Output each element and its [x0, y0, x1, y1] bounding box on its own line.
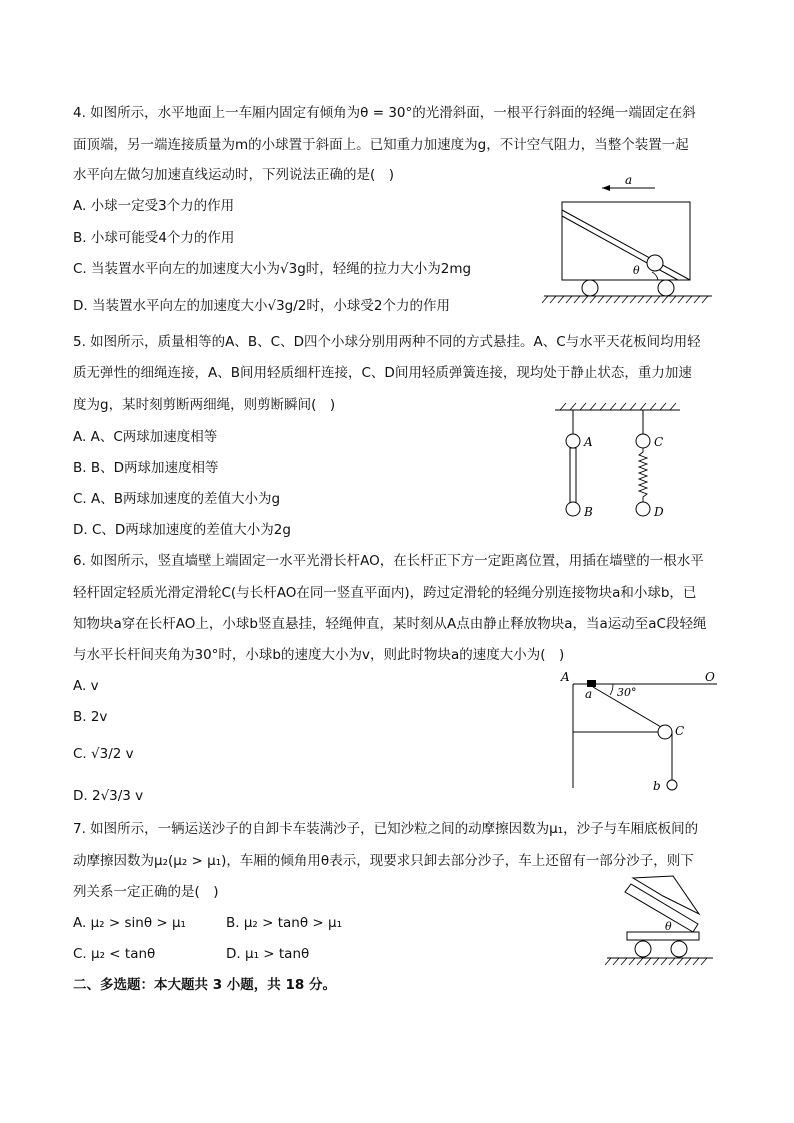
q4-option-b: B. 小球可能受4个力的作用 [73, 230, 235, 246]
ball [647, 255, 663, 271]
q7-option-c: C. μ₂ < tanθ [73, 946, 156, 962]
rod-ab [570, 448, 576, 503]
q4-stem-line-1: 4. 如图所示，水平地面上一车厢内固定有倾角为θ = 30°的光滑斜面，一根平行斜面的轻绳一端固定在斜 [73, 105, 696, 121]
angle-label: θ [633, 264, 640, 277]
incline-line-2 [562, 216, 678, 280]
q5-option-c: C. A、B两球加速度的差值大小为g [73, 491, 281, 507]
angle-label: 30° [617, 686, 637, 699]
q4-option-a: A. 小球一定受3个力的作用 [73, 198, 235, 214]
q6-option-c: C. √3/2 v [73, 746, 134, 762]
q5-stem-line-3: 度为g，某时刻剪断两细绳，则剪断瞬间( ) [73, 397, 336, 413]
carriage-box [562, 202, 690, 280]
q6-stem-line-4: 与水平长杆间夹角为30°时，小球b的速度大小为v，则此时物块a的速度大小为( ) [73, 647, 565, 663]
label-a-point: A [561, 670, 570, 684]
q6-stem-line-3: 知物块a穿在长杆AO上，小球b竖直悬挂，轻绳伸直，某时刻从A点由静止释放物块a，当a运动至aC段轻绳 [73, 616, 707, 632]
ball-b [566, 502, 580, 516]
ball-c [636, 434, 650, 448]
spring-cd [639, 448, 647, 502]
ground-hatch [542, 296, 708, 303]
label-a: A [584, 435, 593, 449]
angle-arc [610, 684, 613, 695]
block-a [587, 680, 596, 687]
q6-option-b: B. 2v [73, 709, 108, 725]
label-pulley-c: C [675, 724, 685, 738]
q5-stem-line-1: 5. 如图所示，质量相等的A、B、C、D四个小球分别用两种不同的方式悬挂。A、C与水平天花板间均用轻 [73, 334, 701, 350]
q5-option-a: A. A、C两球加速度相等 [73, 429, 218, 445]
incline-line [562, 210, 690, 280]
q7-figure-truck [603, 870, 718, 968]
label-b: B [584, 505, 593, 519]
q4-stem-line-2: 面顶端，另一端连接质量为m的小球置于斜面上。已知重力加速度为g，不计空气阻力，当整个装置一起 [73, 137, 689, 153]
pulley-c [658, 725, 672, 739]
q7-stem-line-3: 列关系一定正确的是( ) [73, 884, 219, 900]
ceiling-hatch [560, 403, 676, 410]
wheel-right [671, 941, 687, 957]
wheel-left [582, 280, 598, 296]
q7-stem-line-2: 动摩擦因数为μ₂(μ₂ > μ₁)，车厢的倾角用θ表示，现要求只卸去部分沙子，车上还留有一部分沙子，则下 [73, 853, 694, 869]
q6-figure-pulley [555, 668, 725, 798]
label-d: D [654, 505, 664, 519]
ball-b [667, 780, 677, 790]
truck-chassis [627, 932, 699, 940]
q4-stem-line-3: 水平向左做匀加速直线运动时，下列说法正确的是( ) [73, 167, 395, 183]
wheel-left [635, 941, 651, 957]
label-o-point: O [705, 670, 715, 684]
q4-option-c: C. 当装置水平向左的加速度大小为√3g时，轻绳的拉力大小为2mg [73, 261, 472, 277]
q6-option-d: D. 2√3/3 v [73, 788, 144, 804]
q5-option-d: D. C、D两球加速度的差值大小为2g [73, 522, 291, 538]
accel-arrow-head [602, 185, 610, 191]
angle-label: θ [665, 920, 672, 933]
label-ball-b: b [653, 779, 661, 793]
q5-figure-suspension [550, 400, 690, 525]
angle-arc [652, 272, 658, 280]
ball-a [566, 434, 580, 448]
q7-stem-line-1: 7. 如图所示，一辆运送沙子的自卸卡车装满沙子，已知沙粒之间的动摩擦因数为μ₁，沙子与车厢底板间的 [73, 821, 699, 837]
q6-option-a: A. v [73, 678, 99, 694]
section-header-multiple-choice: 二、多选题：本大题共 3 小题，共 18 分。 [73, 977, 336, 993]
q7-option-b: B. μ₂ > tanθ > μ₁ [226, 915, 343, 931]
ground-hatch [605, 958, 707, 965]
q6-stem-line-1: 6. 如图所示，竖直墙壁上端固定一水平光滑长杆AO，在长杆正下方一定距离位置，用插在墙壁的一根水平 [73, 553, 704, 569]
q4-figure-carriage [540, 172, 720, 307]
label-c: C [654, 435, 664, 449]
label-block-a: a [585, 687, 593, 701]
q5-stem-line-2: 质无弹性的细绳连接，A、B间用轻质细杆连接，C、D间用轻质弹簧连接，现均处于静止状态，重力加速 [73, 365, 692, 381]
ball-d [636, 502, 650, 516]
q6-stem-line-2: 轻杆固定轻质光滑定滑轮C(与长杆AO在同一竖直平面内)，跨过定滑轮的轻绳分别连接物块a和小球b，已 [73, 585, 697, 601]
wheel-right [658, 280, 674, 296]
q7-option-a: A. μ₂ > sinθ > μ₁ [73, 915, 186, 931]
q7-option-d: D. μ₁ > tanθ [226, 946, 310, 962]
accel-label: a [625, 173, 633, 187]
q5-option-b: B. B、D两球加速度相等 [73, 460, 219, 476]
q4-option-d: D. 当装置水平向左的加速度大小√3g/2时，小球受2个力的作用 [73, 298, 450, 314]
